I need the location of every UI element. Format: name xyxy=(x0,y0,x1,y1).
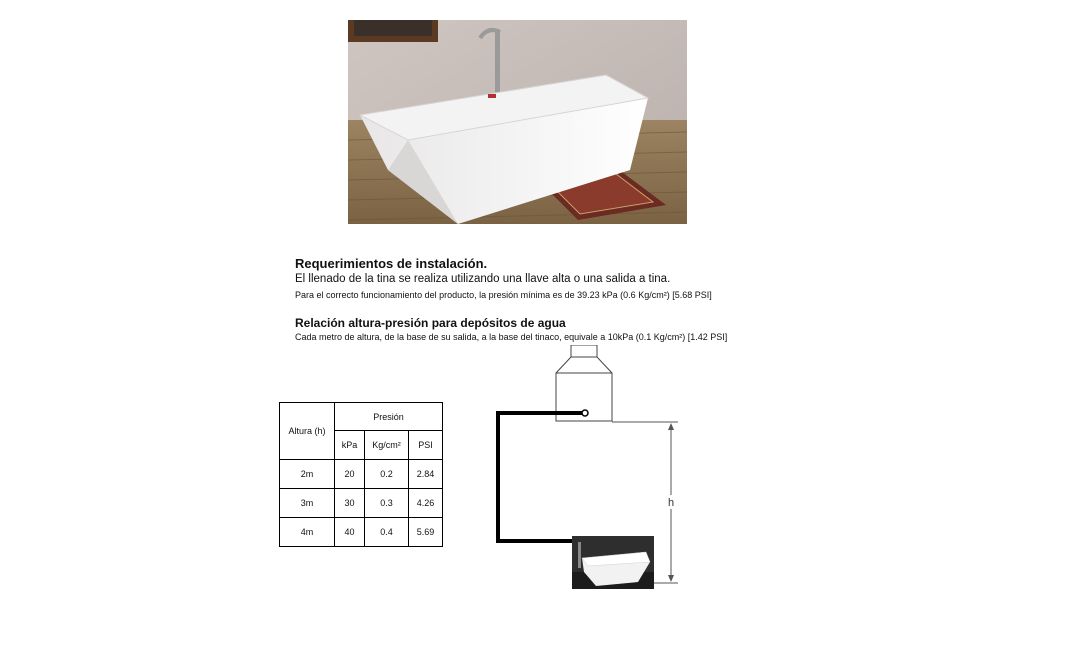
filling-instructions: El llenado de la tina se realiza utilizando una llave alta o una salida a tina. xyxy=(295,273,671,285)
kg-cell: 0.2 xyxy=(365,460,409,489)
installation-requirements-title: Requerimientos de instalación. xyxy=(295,256,488,271)
bathtub-thumbnail xyxy=(572,536,654,589)
table-row xyxy=(280,460,443,489)
kpa-cell: 20 xyxy=(335,460,365,489)
height-cell: 4m xyxy=(280,518,335,547)
kpa-cell: 30 xyxy=(335,489,365,518)
height-pressure-title: Relación altura-presión para depósitos de agua xyxy=(295,316,566,330)
minimum-pressure-note: Para el correcto funcionamiento del producto, la presión mínima es de 39.23 kPa (0.6 Kg/cm²) [5.68 PSI] xyxy=(295,290,712,300)
table-row xyxy=(280,518,443,547)
height-label: h xyxy=(667,497,675,509)
height-pressure-note: Cada metro de altura, de la base de su salida, a la base del tinaco, equivale a 10kPa (0.1 Kg/cm²) [1.42 PSI] xyxy=(295,332,728,342)
table-row xyxy=(280,489,443,518)
height-cell: 3m xyxy=(280,489,335,518)
psi-cell: 4.26 xyxy=(409,489,443,518)
kpa-header: kPa xyxy=(335,431,365,460)
psi-cell: 2.84 xyxy=(409,460,443,489)
kg-cell: 0.3 xyxy=(365,489,409,518)
pressure-header: Presión xyxy=(335,403,443,431)
tank-outlet xyxy=(582,410,588,416)
height-header: Altura (h) xyxy=(280,403,335,460)
kg-header: Kg/cm² xyxy=(365,431,409,460)
water-pipe xyxy=(498,413,585,541)
psi-header: PSI xyxy=(409,431,443,460)
pressure-table xyxy=(279,402,443,547)
bathtub-photo xyxy=(348,20,687,224)
kpa-cell: 40 xyxy=(335,518,365,547)
height-cell: 2m xyxy=(280,460,335,489)
kg-cell: 0.4 xyxy=(365,518,409,547)
psi-cell: 5.69 xyxy=(409,518,443,547)
